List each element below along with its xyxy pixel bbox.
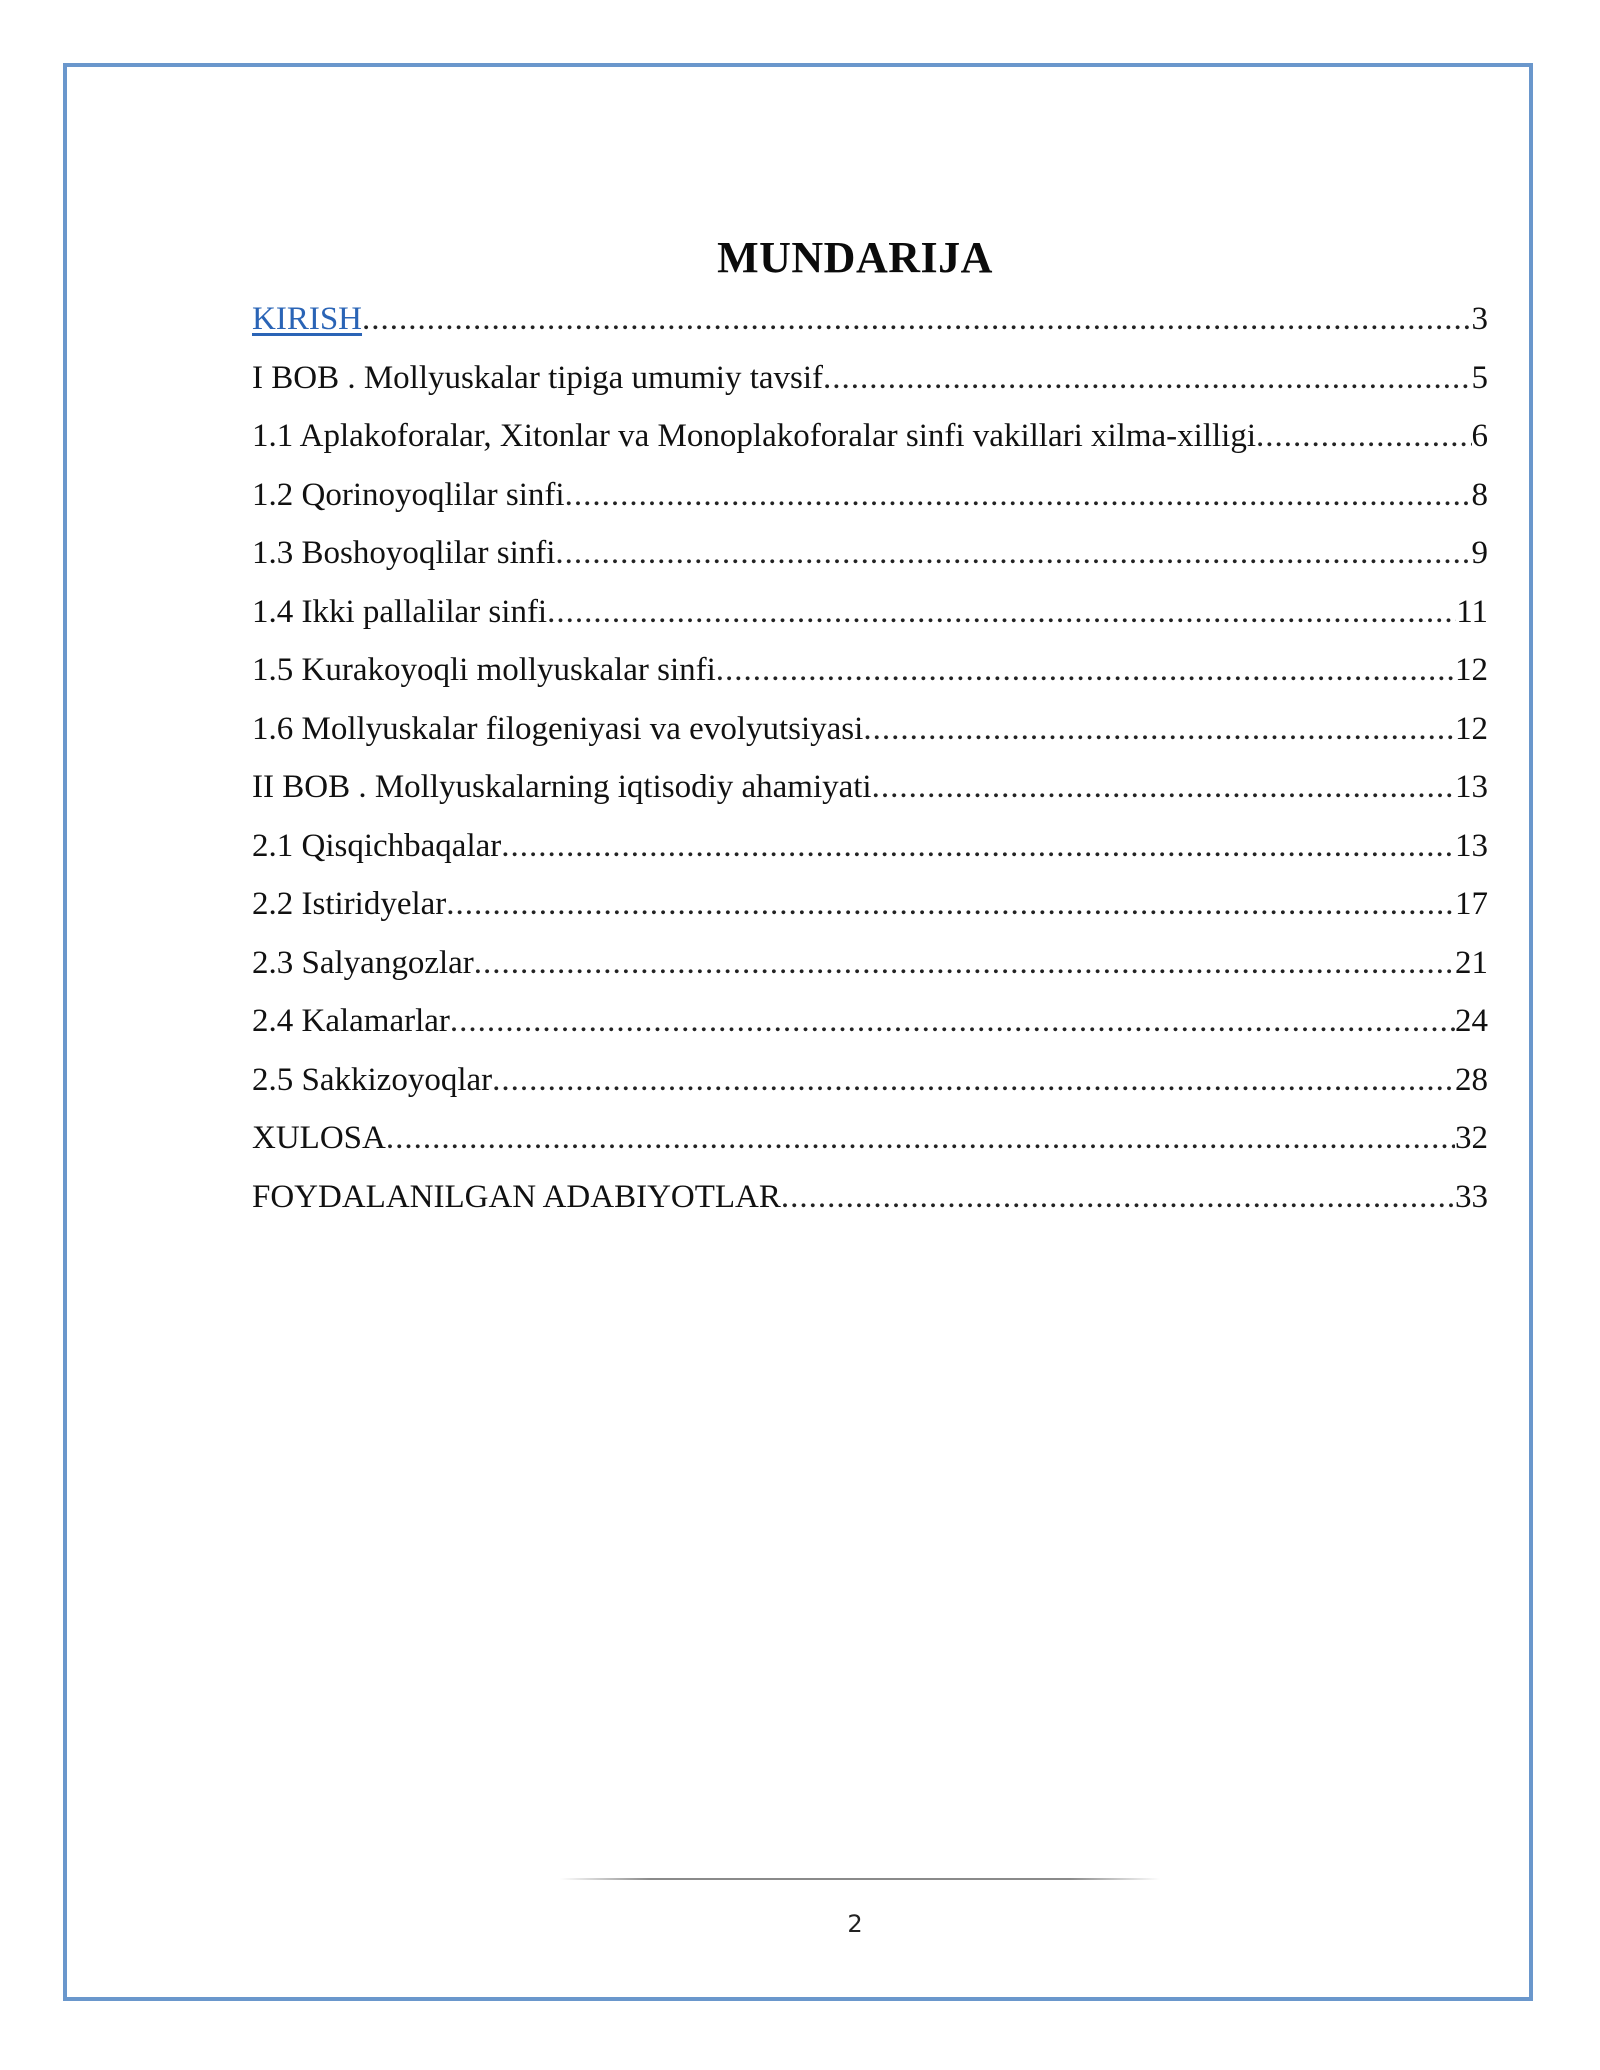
footer-divider [560,1878,1160,1880]
toc-leader [362,290,1471,349]
toc-label: 2.2 Istiridyelar [252,886,447,922]
toc-entry-kirish[interactable] [252,290,1488,349]
toc-leader [547,583,1456,642]
toc-label: 2.3 Salyangozlar [252,944,474,981]
toc-leader [565,466,1472,525]
toc-page-number: 11 [1456,593,1488,630]
toc-page-number: 6 [1471,418,1488,454]
toc-page-number: 13 [1455,827,1488,864]
toc-entry[interactable] [252,349,1488,408]
page-number: 2 [847,1910,863,1938]
toc-leader [716,641,1455,700]
toc-page-number: 24 [1455,1003,1488,1039]
toc-page-number: 28 [1455,1061,1488,1098]
toc-leader [446,875,1455,934]
toc-leader [386,1109,1455,1168]
toc-entry[interactable] [252,817,1488,876]
toc-entry[interactable] [252,583,1488,642]
toc-leader [872,758,1455,817]
toc-label: 2.5 Sakkizoyoqlar [252,1061,493,1098]
toc-entry[interactable] [252,992,1488,1051]
toc-page-number: 32 [1455,1120,1488,1156]
toc-leader [450,992,1455,1051]
toc-label: 2.4 Kalamarlar [252,1003,450,1039]
toc-page-number: 3 [1471,301,1488,337]
toc-link-kirish[interactable]: KIRISH [252,301,363,337]
toc-label: FOYDALANILGAN ADABIYOTLAR [252,1178,781,1215]
toc-label: I BOB . Mollyuskalar tipiga umumiy tavsif [252,359,824,396]
toc-page-number: 17 [1455,886,1488,922]
toc-entry[interactable] [252,1168,1488,1227]
toc-page-number: 8 [1471,476,1488,513]
toc-leader [781,1168,1455,1227]
toc-label: 1.2 Qorinoyoqlilar sinfi [252,476,565,513]
toc-label: 1.4 Ikki pallalilar sinfi [252,593,548,630]
table-of-contents [252,290,1488,1226]
toc-entry[interactable] [252,407,1488,466]
toc-page-number: 12 [1455,710,1488,747]
toc-entry[interactable] [252,1051,1488,1110]
toc-leader [474,934,1455,993]
toc-label: 1.3 Boshoyoqlilar sinfi [252,535,556,571]
toc-label: 2.1 Qisqichbaqalar [252,827,502,864]
toc-entry[interactable] [252,875,1488,934]
toc-label: 1.1 Aplakoforalar, Xitonlar va Monoplakoforalar sinfi vakillari xilma-xilligi [252,418,1257,454]
toc-leader [555,524,1471,583]
toc-label: 1.5 Kurakoyoqli mollyuskalar sinfi [252,652,716,688]
toc-page-number: 5 [1471,359,1488,396]
toc-leader [492,1051,1455,1110]
toc-leader [863,700,1455,759]
toc-label: 1.6 Mollyuskalar filogeniyasi va evolyutsiyasi [252,710,864,747]
toc-entry[interactable] [252,934,1488,993]
toc-page-number: 33 [1455,1178,1488,1215]
toc-entry[interactable] [252,466,1488,525]
toc-label: XULOSA [252,1120,386,1156]
toc-page-number: 9 [1471,535,1488,571]
toc-leader [501,817,1455,876]
toc-leader [1256,407,1471,466]
toc-page-number: 12 [1455,652,1488,688]
toc-entry[interactable] [252,758,1488,817]
toc-entry[interactable] [252,524,1488,583]
toc-label: II BOB . Mollyuskalarning iqtisodiy ahamiyati [252,769,872,805]
page-title: MUNDARIJA [717,233,993,282]
toc-entry[interactable] [252,641,1488,700]
toc-leader [823,349,1471,408]
toc-entry[interactable] [252,1109,1488,1168]
toc-page-number: 13 [1455,769,1488,805]
toc-entry[interactable] [252,700,1488,759]
toc-page-number: 21 [1455,944,1488,981]
